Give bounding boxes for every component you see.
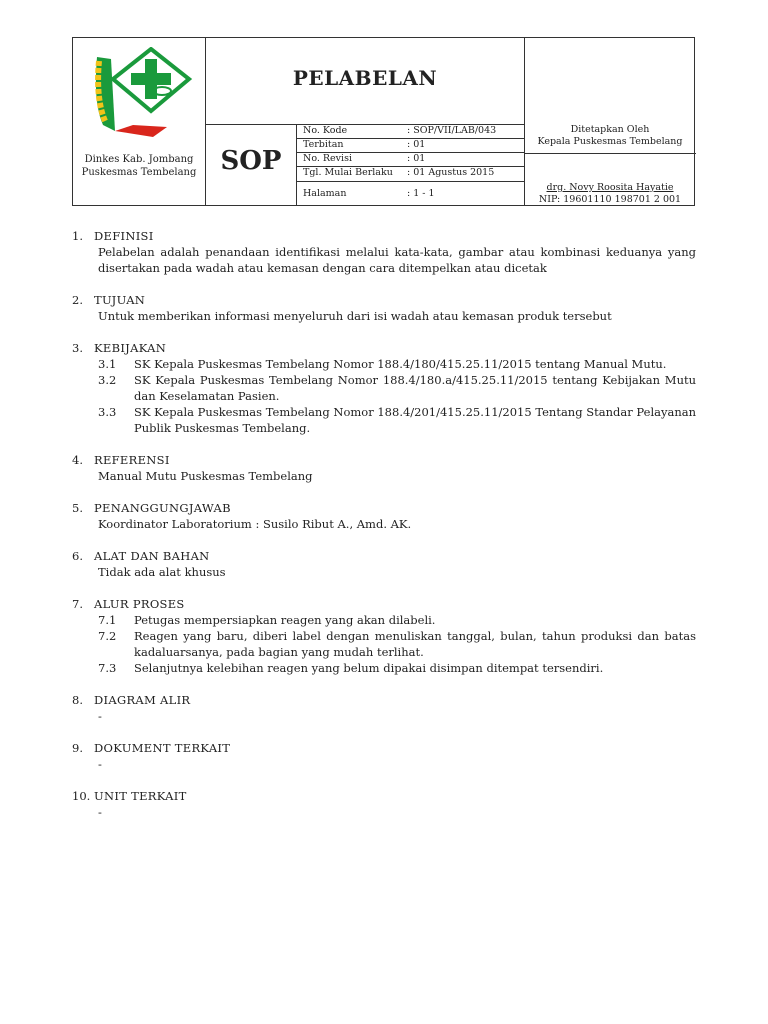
sop-label: SOP <box>220 146 282 176</box>
section-heading: DIAGRAM ALIR <box>94 693 191 707</box>
puskesmas-logo-icon <box>93 47 193 137</box>
divider <box>524 153 696 154</box>
section-text: Koordinator Laboratorium : Susilo Ribut A., Amd. AK. <box>98 517 412 531</box>
organization-name: Dinkes Kab. Jombang Puskesmas Tembelang <box>81 154 197 178</box>
section-unit-terkait: 10. UNIT TERKAIT - <box>72 788 696 820</box>
established-by: Ditetapkan Oleh Kepala Puskesmas Tembelang <box>537 124 683 147</box>
section-diagram-alir: 8. DIAGRAM ALIR - <box>72 692 696 724</box>
section-definisi: 1. DEFINISI Pelabelan adalah penandaan identifikasi melalui kata-kata, gambar atau kombinasi keduanya yang disertakan pada wadah atau kemasan dengan cara ditempelkan atau dicetak <box>72 229 696 275</box>
section-heading: UNIT TERKAIT <box>94 789 187 803</box>
section-kebijakan: 3. KEBIJAKAN 3.1 SK Kepala Puskesmas Tembelang Nomor 188.4/180/415.25.11/2015 tentang Manual Mutu. 3.2 SK Kepala Puskesmas Tembelang Nomor 188.4/180.a/415.25.11/2015 tentang Kebijakan Mutu dan Keselamatan Pasien. 3.3 SK Kepala Puskesmas Tembelang Nomor 188.4/201/415.25.11/2015 Tentang Standar Pelayanan Publik Puskesmas Tembelang. <box>72 341 696 435</box>
section-heading: REFERENSI <box>94 453 170 467</box>
document-body <box>72 228 696 836</box>
list-item: 3.3 SK Kepala Puskesmas Tembelang Nomor 188.4/201/415.25.11/2015 Tentang Standar Pelayanan Publik Puskesmas Tembelang. <box>98 405 696 435</box>
divider <box>205 38 206 205</box>
section-heading: TUJUAN <box>94 293 146 307</box>
section-text: - <box>98 757 102 771</box>
section-heading: KEBIJAKAN <box>94 341 167 355</box>
section-text: - <box>98 709 102 723</box>
list-item: 7.1 Petugas mempersiapkan reagen yang akan dilabeli. <box>98 613 436 627</box>
section-tujuan: 2. TUJUAN Untuk memberikan informasi menyeluruh dari isi wadah atau kemasan produk tersebut <box>72 292 696 324</box>
divider <box>296 181 524 182</box>
divider <box>296 124 297 205</box>
list-item: 7.3 Selanjutnya kelebihan reagen yang belum dipakai disimpan ditempat tersendiri. <box>98 661 604 675</box>
sop-header-table: Dinkes Kab. Jombang Puskesmas Tembelang PELABELAN SOP No. Kode : SOP/VII/LAB/043 Terbitan : 01 No. Revisi : 01 Tgl. Mulai Berlaku : 01 Agustus 2015 Halaman : 1 - 1 Ditetapkan Oleh Kepala Puskesmas Tembelang drg. Novy Roosita Hayatie NIP: 19601110 198701 2 001 <box>72 37 695 206</box>
section-text: Untuk memberikan informasi menyeluruh dari isi wadah atau kemasan produk tersebut <box>98 309 612 323</box>
section-heading: ALAT DAN BAHAN <box>94 549 210 563</box>
list-item: 3.2 SK Kepala Puskesmas Tembelang Nomor 188.4/180.a/415.25.11/2015 tentang Kebijakan Mutu dan Keselamatan Pasien. <box>98 373 696 403</box>
section-penanggungjawab: 5. PENANGGUNGJAWAB Koordinator Laboratorium : Susilo Ribut A., Amd. AK. <box>72 500 696 532</box>
section-alur-proses: 7. ALUR PROSES 7.1 Petugas mempersiapkan reagen yang akan dilabeli. 7.2 Reagen yang baru, diberi label dengan menuliskan tanggal, bulan, tahun produksi dan batas kadaluarsanya, pada bagian yang mudah terlihat. 7.3 Selanjutnya kelebihan reagen yang belum dipakai disimpan ditempat tersendiri. <box>72 597 696 675</box>
divider <box>524 38 525 205</box>
signer-name: drg. Novy Roosita Hayatie <box>546 182 674 193</box>
signer-nip: NIP: 19601110 198701 2 001 <box>538 194 682 205</box>
section-heading: DOKUMENT TERKAIT <box>94 741 231 755</box>
section-text: Tidak ada alat khusus <box>98 565 226 579</box>
document-title: PELABELAN <box>292 66 438 90</box>
section-dokument-terkait: 9. DOKUMENT TERKAIT - <box>72 740 696 772</box>
list-item: 3.1 SK Kepala Puskesmas Tembelang Nomor 188.4/180/415.25.11/2015 tentang Manual Mutu. <box>98 357 667 371</box>
section-heading: ALUR PROSES <box>94 597 185 611</box>
section-referensi: 4. REFERENSI Manual Mutu Puskesmas Tembelang <box>72 452 696 484</box>
section-text: Pelabelan adalah penandaan identifikasi melalui kata-kata, gambar atau kombinasi keduanya yang disertakan pada wadah atau kemasan dengan cara ditempelkan atau dicetak <box>98 245 696 275</box>
signer <box>525 182 695 206</box>
section-heading: DEFINISI <box>94 229 154 243</box>
section-text: - <box>98 805 102 819</box>
list-item: 7.2 Reagen yang baru, diberi label dengan menuliskan tanggal, bulan, tahun produksi dan batas kadaluarsanya, pada bagian yang mudah terlihat. <box>98 629 696 659</box>
section-text: Manual Mutu Puskesmas Tembelang <box>98 469 313 483</box>
section-heading: PENANGGUNGJAWAB <box>94 501 231 515</box>
section-alat-bahan: 6. ALAT DAN BAHAN Tidak ada alat khusus <box>72 548 696 580</box>
